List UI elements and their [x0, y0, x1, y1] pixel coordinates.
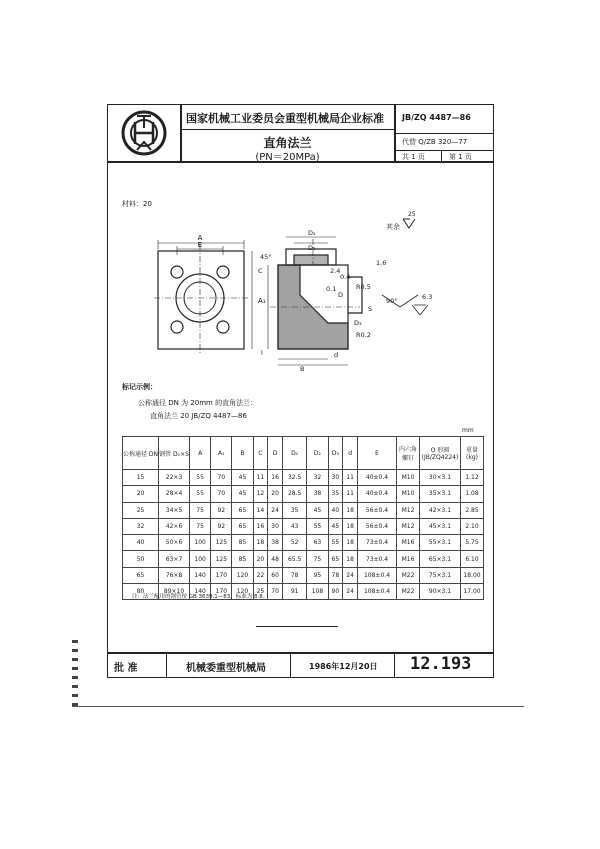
table-cell: 48 — [268, 551, 283, 567]
dim-D3: D₃ — [354, 319, 362, 327]
table-cell: 92 — [211, 502, 232, 518]
dim-16: 1.6 — [376, 259, 387, 267]
marking-line-1: 公称通径 DN 为 20mm 的直角法兰： — [138, 399, 258, 407]
pages-total: 共 1 页 — [402, 153, 425, 161]
approve-label: 批 准 — [114, 663, 138, 674]
table-cell: 24 — [343, 584, 358, 600]
page-number-small: 第 1 页 — [449, 153, 472, 161]
table-cell: M10 — [397, 470, 420, 486]
marking-line-2: 直角法兰 20 JB/ZQ 4487—86 — [150, 412, 247, 420]
table-cell: M10 — [397, 486, 420, 502]
col-screw: 内六角螺钉 — [397, 437, 420, 470]
dim-D1: D₁ — [308, 244, 316, 252]
col-c: C — [253, 437, 268, 470]
footer-div-3 — [394, 652, 395, 678]
table-row — [123, 470, 484, 486]
table-cell: 120 — [232, 584, 253, 600]
table-cell: 18 — [343, 551, 358, 567]
table-cell: 2.10 — [461, 518, 484, 534]
table-cell: 80 — [123, 584, 159, 600]
col-d1: D₁ — [282, 437, 306, 470]
table-cell: 55×3.1 — [420, 535, 461, 551]
table-cell: 170 — [211, 567, 232, 583]
table-cell: 92 — [211, 518, 232, 534]
table-cell: 50×6 — [159, 535, 190, 551]
table-row — [123, 486, 484, 502]
table-cell: 100 — [190, 551, 211, 567]
table-cell: 28.5 — [282, 486, 306, 502]
dim-C: C — [258, 267, 263, 275]
table-cell: 22 — [253, 567, 268, 583]
dim-D2: D₂ — [308, 229, 316, 237]
table-cell: 2.85 — [461, 502, 484, 518]
table-cell: 6.10 — [461, 551, 484, 567]
table-cell: 90×3.1 — [420, 584, 461, 600]
table-row — [123, 502, 484, 518]
table-cell: 35×3.1 — [420, 486, 461, 502]
table-cell: 75×3.1 — [420, 567, 461, 583]
table-cell: 108±0.4 — [358, 584, 397, 600]
table-unit: mm — [462, 427, 474, 434]
table-cell: 15 — [123, 470, 159, 486]
header-code-rule — [395, 133, 494, 134]
table-cell: 16 — [253, 518, 268, 534]
scan-bottom-line — [72, 706, 524, 707]
table-cell: 40 — [123, 535, 159, 551]
table-cell: 45 — [232, 486, 253, 502]
table-cell: 108 — [307, 584, 328, 600]
table-cell: 40±0.4 — [358, 470, 397, 486]
table-cell: 35 — [328, 486, 343, 502]
table-cell: 70 — [268, 584, 283, 600]
col-pipe: 钢管 D₀×S — [159, 437, 190, 470]
table-cell: 30×3.1 — [420, 470, 461, 486]
separator-rule — [256, 626, 338, 627]
table-cell: 75 — [190, 502, 211, 518]
dim-l: l — [261, 349, 263, 357]
table-cell: 78 — [282, 567, 306, 583]
table-cell: 120 — [232, 567, 253, 583]
footer-div-1 — [166, 652, 167, 678]
table-cell: 38 — [268, 535, 283, 551]
table-cell: M16 — [397, 535, 420, 551]
table-cell: 1.12 — [461, 470, 484, 486]
table-cell: 25 — [123, 502, 159, 518]
scan-edge-marks — [72, 640, 78, 710]
table-cell: 25 — [253, 584, 268, 600]
col-d: D — [268, 437, 283, 470]
dim-E: E — [197, 241, 203, 249]
table-cell: 18 — [343, 502, 358, 518]
table-cell: 73±0.4 — [358, 535, 397, 551]
table-cell: 1.08 — [461, 486, 484, 502]
page-number: 12.193 — [410, 654, 472, 674]
table-cell: 20 — [268, 486, 283, 502]
table-cell: 30 — [328, 470, 343, 486]
table-cell: 140 — [190, 584, 211, 600]
material-label: 材料：20 — [122, 200, 152, 208]
marking-heading: 标记示例： — [122, 383, 157, 391]
table-cell: 73±0.4 — [358, 551, 397, 567]
dim-A1: A₁ — [258, 297, 266, 305]
col-e: E — [358, 437, 397, 470]
table-cell: 55 — [328, 535, 343, 551]
table-cell: 85 — [232, 551, 253, 567]
table-cell: 45 — [328, 518, 343, 534]
col-a1: A₁ — [211, 437, 232, 470]
dim-45deg: 45° — [260, 253, 272, 261]
spec-table — [122, 436, 484, 600]
header-pages-divider — [441, 150, 442, 161]
col-a: A — [190, 437, 211, 470]
dim-A: A — [197, 234, 203, 242]
table-cell: 40 — [328, 502, 343, 518]
table-cell: 56±0.4 — [358, 518, 397, 534]
table-cell: 65×3.1 — [420, 551, 461, 567]
dim-S: S — [368, 305, 373, 313]
dim-63: 6.3 — [422, 293, 433, 301]
table-cell: 24 — [268, 502, 283, 518]
table-cell: 30 — [268, 518, 283, 534]
flange-drawing — [150, 225, 450, 375]
table-cell: 45 — [307, 502, 328, 518]
table-cell: M16 — [397, 551, 420, 567]
table-cell: 78 — [328, 567, 343, 583]
table-cell: 70 — [211, 470, 232, 486]
table-cell: 52 — [282, 535, 306, 551]
table-cell: 63×7 — [159, 551, 190, 567]
table-cell: 170 — [211, 584, 232, 600]
table-cell: 35 — [282, 502, 306, 518]
table-cell: 34×5 — [159, 502, 190, 518]
table-cell: 55 — [307, 518, 328, 534]
table-row — [123, 535, 484, 551]
table-cell: 125 — [211, 535, 232, 551]
table-cell: 91 — [282, 584, 306, 600]
table-row — [123, 567, 484, 583]
table-cell: 5.75 — [461, 535, 484, 551]
table-cell: 75 — [190, 518, 211, 534]
table-cell: 60 — [268, 567, 283, 583]
table-cell: 76×8 — [159, 567, 190, 583]
dim-d: d — [334, 351, 339, 359]
replaces-code: 代替 Q/ZB 320—77 — [402, 138, 468, 146]
col-b: B — [232, 437, 253, 470]
surface-label: 其余 — [386, 223, 400, 231]
table-cell: 63 — [307, 535, 328, 551]
table-cell: 55 — [190, 486, 211, 502]
table-cell: M22 — [397, 584, 420, 600]
table-cell: 11 — [343, 486, 358, 502]
table-cell: 20 — [123, 486, 159, 502]
doc-title: 直角法兰 — [263, 136, 312, 150]
standard-code: JB/ZQ 4487—86 — [402, 113, 471, 122]
table-cell: 65 — [328, 551, 343, 567]
table-cell: 18 — [253, 535, 268, 551]
table-cell: 108±0.4 — [358, 567, 397, 583]
dim-24: 2.4 — [330, 267, 341, 275]
dim-R02: R0.2 — [356, 331, 371, 339]
dim-90deg: 90° — [386, 297, 398, 305]
dim-01: 0.1 — [326, 285, 337, 293]
table-header-row — [123, 437, 484, 470]
table-cell: 18 — [343, 535, 358, 551]
table-cell: 45×3.1 — [420, 518, 461, 534]
table-cell: 50 — [123, 551, 159, 567]
table-cell: 90 — [328, 584, 343, 600]
table-cell: 42×6 — [159, 518, 190, 534]
table-cell: 65 — [123, 567, 159, 583]
dim-R05: R0.5 — [356, 283, 371, 291]
table-cell: 70 — [211, 486, 232, 502]
table-cell: 32.5 — [282, 470, 306, 486]
table-cell: 16 — [268, 470, 283, 486]
table-cell: 65 — [232, 502, 253, 518]
table-cell: 65.5 — [282, 551, 306, 567]
org-name: 国家机械工业委员会重型机械局企业标准 — [186, 112, 384, 125]
approver: 机械委重型机械局 — [186, 663, 266, 674]
table-cell: 45 — [232, 470, 253, 486]
table-cell: M12 — [397, 518, 420, 534]
table-cell: 85 — [232, 535, 253, 551]
section-view — [268, 237, 362, 365]
table-cell: 38 — [307, 486, 328, 502]
table-note: 注：法兰配用的钢管按 GB 3639.1—83，标准为 8.8。 — [132, 594, 269, 600]
table-cell: 24 — [343, 567, 358, 583]
approve-date: 1986年12月20日 — [309, 662, 378, 671]
col-weight: 重量 (kg) — [461, 437, 484, 470]
table-cell: 11 — [343, 470, 358, 486]
table-cell: 43 — [282, 518, 306, 534]
col-dn: 公称通径 DN — [123, 437, 159, 470]
table-cell: 75 — [307, 551, 328, 567]
company-logo — [113, 108, 175, 158]
table-cell: 56±0.4 — [358, 502, 397, 518]
table-cell: 11 — [253, 470, 268, 486]
table-cell: 12 — [253, 486, 268, 502]
table-cell: 65 — [232, 518, 253, 534]
header-pages-rule — [395, 150, 494, 151]
col-d2: D₂ — [307, 437, 328, 470]
surface-value: 25 — [408, 211, 416, 218]
front-view — [154, 240, 252, 353]
dim-B: B — [300, 365, 305, 373]
table-row — [123, 518, 484, 534]
table-cell: 125 — [211, 551, 232, 567]
table-cell: 22×3 — [159, 470, 190, 486]
table-cell: 42×3.1 — [420, 502, 461, 518]
table-cell: 140 — [190, 567, 211, 583]
table-row — [123, 551, 484, 567]
table-cell: 40±0.4 — [358, 486, 397, 502]
table-cell: 18 — [343, 518, 358, 534]
table-cell: 14 — [253, 502, 268, 518]
doc-subtitle: (PN＝20MPa) — [255, 152, 320, 163]
table-cell: 100 — [190, 535, 211, 551]
dim-D: D — [338, 291, 344, 299]
col-oring: O 形圈 (JB/ZQ4224) — [420, 437, 461, 470]
dim-04: 0.4 — [340, 273, 351, 281]
table-cell: 32 — [123, 518, 159, 534]
col-d-small: d — [343, 437, 358, 470]
table-cell: 28×4 — [159, 486, 190, 502]
table-cell: 17.00 — [461, 584, 484, 600]
table-cell: 20 — [253, 551, 268, 567]
table-cell: 32 — [307, 470, 328, 486]
footer-div-2 — [290, 652, 291, 678]
table-cell: 95 — [307, 567, 328, 583]
header-org-rule — [181, 129, 394, 130]
table-cell: M12 — [397, 502, 420, 518]
col-d3: D₃ — [328, 437, 343, 470]
table-cell: 18.00 — [461, 567, 484, 583]
table-cell: 55 — [190, 470, 211, 486]
table-cell: M22 — [397, 567, 420, 583]
table-cell: 89×10 — [159, 584, 190, 600]
